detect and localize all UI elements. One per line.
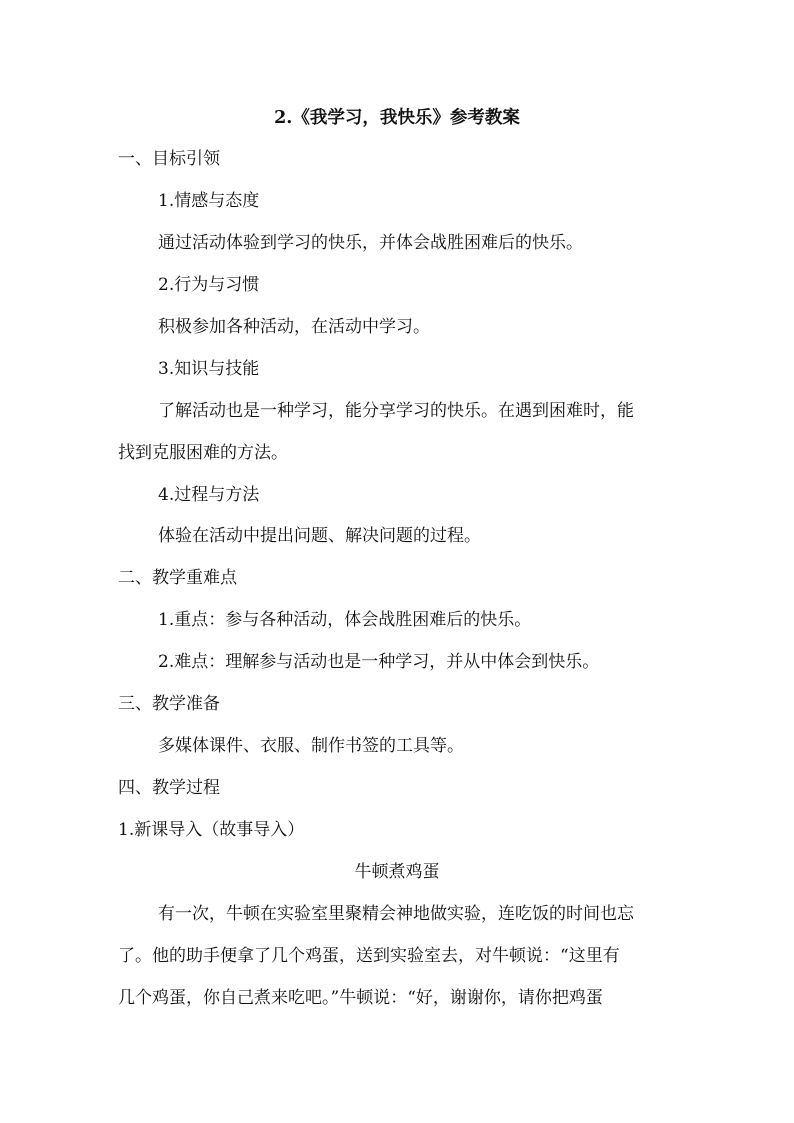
- section-heading-preparation: 三、教学准备: [118, 694, 220, 714]
- section-heading-process: 四、教学过程: [118, 778, 220, 798]
- paragraph-preparation: 多媒体课件、衣服、制作书签的工具等。: [158, 736, 464, 756]
- subheading-emotion-attitude: 1.情感与态度: [158, 191, 260, 211]
- paragraph-knowledge-skill-line2: 找到克服困难的方法。: [118, 443, 288, 463]
- paragraph-key-point: 1.重点：参与各种活动，体会战胜困难后的快乐。: [158, 610, 532, 630]
- subheading-process-method: 4.过程与方法: [158, 485, 260, 505]
- paragraph-emotion-attitude: 通过活动体验到学习的快乐，并体会战胜困难后的快乐。: [158, 233, 583, 253]
- paragraph-knowledge-skill-line1: 了解活动也是一种学习，能分享学习的快乐。在遇到困难时，能: [158, 401, 634, 421]
- subheading-behavior-habit: 2.行为与习惯: [158, 275, 260, 295]
- section-heading-goals: 一、目标引领: [118, 149, 220, 169]
- story-title: 牛顿煮鸡蛋: [354, 862, 440, 882]
- document-title: 2.《我学习，我快乐》参考教案: [274, 108, 520, 128]
- story-paragraph-line2: 了。他的助手便拿了几个鸡蛋，送到实验室去，对牛顿说：“这里有: [118, 946, 620, 966]
- story-paragraph-line1: 有一次，牛顿在实验室里聚精会神地做实验，连吃饭的时间也忘: [158, 904, 634, 924]
- subheading-lesson-intro: 1.新课导入（故事导入）: [118, 820, 305, 840]
- story-paragraph-line3: 几个鸡蛋，你自己煮来吃吧。”牛顿说：“好，谢谢你，请你把鸡蛋: [118, 988, 603, 1008]
- paragraph-difficult-point: 2.难点：理解参与活动也是一种学习，并从中体会到快乐。: [158, 652, 600, 672]
- paragraph-behavior-habit: 积极参加各种活动，在活动中学习。: [158, 317, 430, 337]
- subheading-knowledge-skill: 3.知识与技能: [158, 359, 260, 379]
- paragraph-process-method: 体验在活动中提出问题、解决问题的过程。: [158, 526, 481, 546]
- section-heading-key-points: 二、教学重难点: [118, 568, 237, 588]
